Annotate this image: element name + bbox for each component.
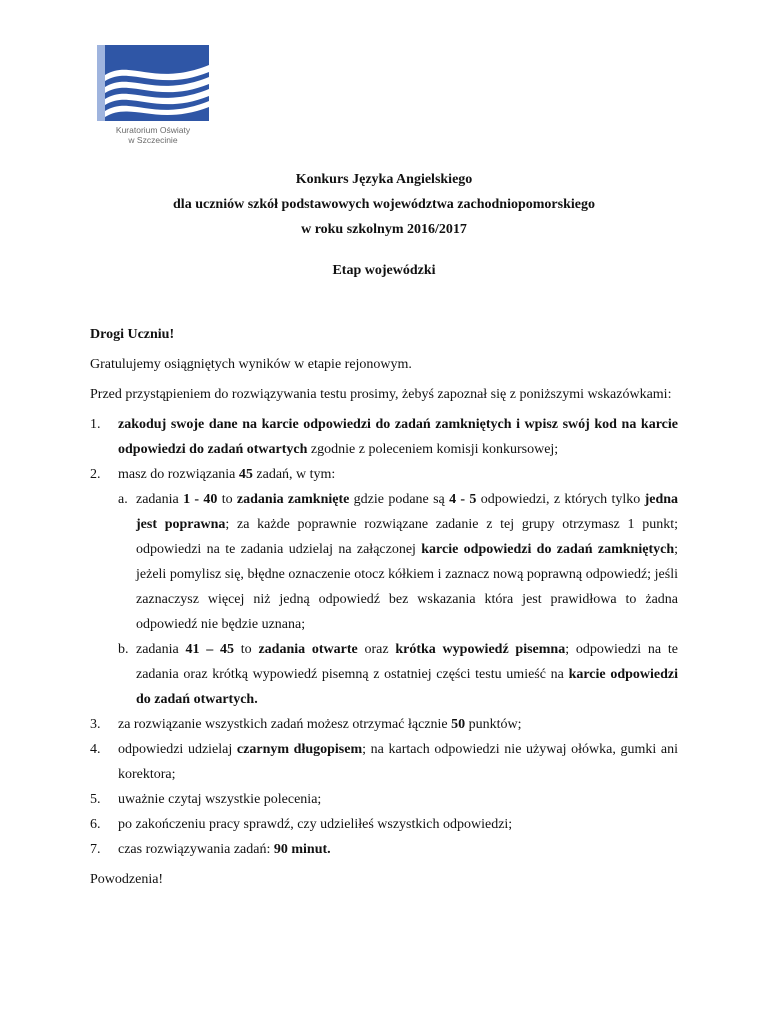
logo-caption-line1: Kuratorium Oświaty [115,125,191,135]
closing-text: Powodzenia! [90,872,164,887]
sub-item-letter: b. [118,642,129,657]
sub-item-b: b. zadania 41 – 45 to zadania otwarte oraz krótka wypowiedź pisemna; odpowiedzi na te zadania oraz krótką wypowiedź pisemną z ostatniej części testu umieść na karcie odpowiedzi do zadań otwartych. [90,637,678,712]
school-year: w roku szkolnym 2016/2017 [301,222,467,237]
list-item: 7. czas rozwiązywania zadań: 90 minut. [90,837,678,862]
contest-title: Konkurs Języka Angielskiego [295,172,473,187]
list-item: 1. zakoduj swoje dane na karcie odpowiedzi do zadań zamkniętych i wpisz swój kod na karcie odpowiedzi do zadań otwartych zgodnie z poleceniem komisji konkursowej; [90,412,678,462]
list-item: 4. odpowiedzi udzielaj czarnym długopisem; na kartach odpowiedzi nie używaj ołówka, gumki ani korektora; [90,737,678,787]
logo-caption-line2: w Szczecinie [128,135,178,145]
item-number: 5. [90,792,101,807]
waves-logo-icon [97,45,209,121]
list-item: 6. po zakończeniu pracy sprawdź, czy udzieliłeś wszystkich odpowiedzi; [90,812,678,837]
item-number: 6. [90,817,101,832]
sub-item-a: a. zadania 1 - 40 to zadania zamknięte gdzie podane są 4 - 5 odpowiedzi, z których tylko jedna jest poprawna; za każde poprawnie rozwiązane zadanie z tej grupy otrzymasz 1 punkt; odpowiedzi na te zadania udzielaj na załączonej karcie odpowiedzi do zadań zamkniętych; jeżeli pomylisz się, błędne oznaczenie otocz kółkiem i zaznacz nową poprawną odpowiedź; jeśli zaznaczysz więcej niż jedną odpowiedź bez wskazania która jest prawidłowa to żadna odpowiedź nie będzie uznana; [90,487,678,637]
item-number: 3. [90,717,101,732]
congratulations-text: Gratulujemy osiągniętych wyników w etapie rejonowym. [90,357,412,372]
item-number: 7. [90,842,101,857]
intro-text: Przed przystąpieniem do rozwiązywania testu prosimy, żebyś zapoznał się z poniższymi wskazówkami: [90,387,672,402]
stage-title: Etap wojewódzki [332,263,436,278]
contest-audience: dla uczniów szkół podstawowych województwa zachodniopomorskiego [173,197,595,212]
kuratorium-logo [97,45,209,145]
instructions-body [90,322,678,897]
list-item: 3. za rozwiązanie wszystkich zadań możesz otrzymać łącznie 50 punktów; [90,712,678,737]
item-number: 2. [90,467,101,482]
sub-item-letter: a. [118,492,128,507]
instructions-list [90,412,678,862]
list-item: 2. masz do rozwiązania 45 zadań, w tym: [90,462,678,487]
greeting: Drogi Uczniu! [90,327,175,342]
item-number: 1. [90,417,101,432]
list-item: 5. uważnie czytaj wszystkie polecenia; [90,787,678,812]
item-number: 4. [90,742,101,757]
